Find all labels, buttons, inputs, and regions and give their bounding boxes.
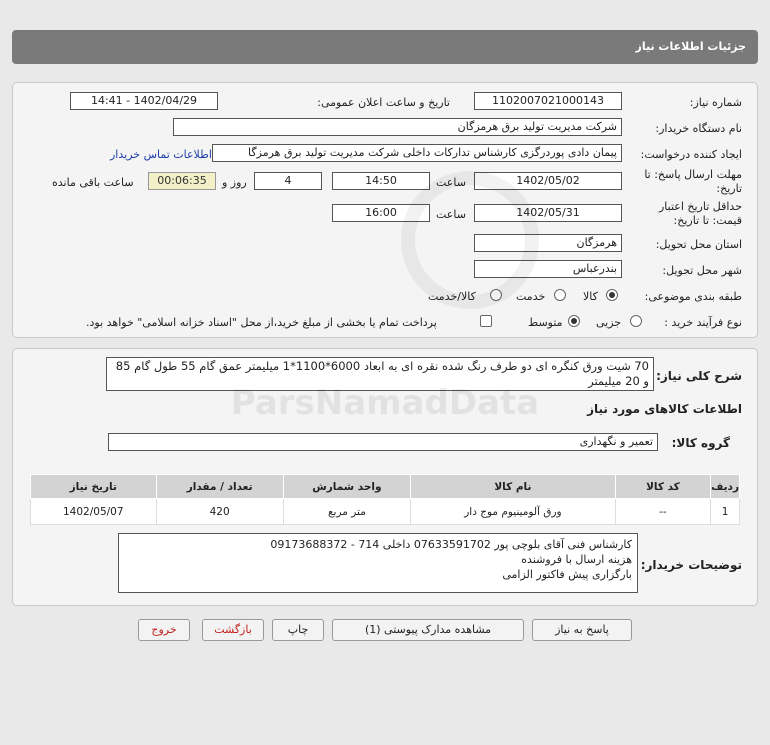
category-radio-goods-service[interactable] [490,289,502,301]
category-radio-service[interactable] [554,289,566,301]
description-box [106,357,654,391]
purchase-type-radio-medium[interactable] [568,315,580,327]
price-validity-time-label: ساعت [436,208,466,221]
buyer-notes-label: توضیحات خریدار: [640,558,742,572]
page-header [12,30,758,64]
col-header-name: نام کالا [411,475,616,499]
attachments-button[interactable]: مشاهده مدارک پیوستی (1) [332,619,524,641]
buyer-org-field: شرکت مدیریت تولید برق هرمزگان [173,118,622,136]
back-button[interactable]: بازگشت [202,619,264,641]
col-header-row: ردیف [711,475,740,499]
category-option-service: خدمت [516,290,546,303]
exit-button[interactable]: خروج [138,619,190,641]
table-row [31,499,740,525]
province-label: استان محل تحویل: [655,238,742,251]
col-header-date: تاریخ نیاز [31,475,157,499]
province-field: هرمزگان [474,234,622,252]
need-number-field: 1102007021000143 [474,92,622,110]
print-button[interactable]: چاپ [272,619,324,641]
category-option-goods: کالا [583,290,598,303]
treasury-checkbox-label: پرداخت تمام یا بخشی از مبلغ خرید،از محل "اسناد خزانه اسلامی" خواهد بود. [86,316,437,329]
purchase-type-option-medium: متوسط [528,316,563,329]
deadline-time-label: ساعت [436,176,466,189]
city-field: بندرعباس [474,260,622,278]
goods-table-header-row [31,475,740,499]
deadline-days-label: روز و [222,176,247,189]
buyer-notes-box [118,533,638,593]
purchase-type-label: نوع فرآیند خرید : [664,316,742,329]
price-validity-label-line2: قیمت: تا تاریخ: [673,214,742,227]
cell-unit: متر مربع [283,499,410,525]
goods-section-title: اطلاعات کالاهای مورد نیاز [587,402,742,416]
goods-table [30,474,740,525]
price-validity-time-field: 16:00 [332,204,430,222]
goods-group-field: تعمیر و نگهداری [108,433,658,451]
deadline-date-field: 1402/05/02 [474,172,622,190]
purchase-type-radio-minor[interactable] [630,315,642,327]
description-line1: 70 شیت ورق کنگره ای دو طرف رنگ شده نقره ای به ابعاد 6000*1100*1 میلیمتر عمق گام 55 طول گام 85 [115,359,649,373]
remaining-time-label: ساعت باقی مانده [52,176,134,189]
category-label: طبقه بندی موضوعی: [644,290,742,303]
requester-field: پیمان دادی پوردرگزی کارشناس تدارکات داخلی شرکت مدیریت تولید برق هرمزگا [212,144,622,162]
requester-label: ایجاد کننده درخواست: [640,148,742,161]
cell-row: 1 [711,499,740,525]
announce-datetime-label: تاریخ و ساعت اعلان عمومی: [317,96,450,109]
price-validity-label-line1: حداقل تاریخ اعتبار [658,200,742,213]
cell-qty: 420 [156,499,283,525]
buyer-notes-line3: بارگزاری پیش فاکتور الزامی [502,568,632,581]
category-radio-goods[interactable] [606,289,618,301]
treasury-checkbox[interactable] [480,315,492,327]
cell-name: ورق آلومینیوم موج دار [411,499,616,525]
col-header-unit: واحد شمارش [283,475,410,499]
description-label: شرح کلی نیاز: [656,369,742,383]
respond-button[interactable]: پاسخ به نیاز [532,619,632,641]
deadline-days-field: 4 [254,172,322,190]
city-label: شهر محل تحویل: [662,264,742,277]
col-header-qty: تعداد / مقدار [156,475,283,499]
buyer-notes-line1: کارشناس فنی آقای بلوچی پور 07633591702 داخلی 714 - 09173688372 [270,538,632,551]
remaining-time-field: 00:06:35 [148,172,216,190]
deadline-label-line1: مهلت ارسال پاسخ: تا [644,168,742,181]
cell-date: 1402/05/07 [31,499,157,525]
deadline-label-line2: تاریخ: [716,182,742,195]
purchase-type-option-minor: جزیی [596,316,622,329]
page-title: جزئیات اطلاعات نیاز [635,40,746,53]
deadline-time-field: 14:50 [332,172,430,190]
cell-code: -- [615,499,710,525]
goods-group-label: گروه کالا: [671,436,730,450]
buyer-org-label: نام دستگاه خریدار: [655,122,742,135]
col-header-code: کد کالا [615,475,710,499]
description-line2: و 20 میلیمتر [588,374,649,388]
announce-datetime-field: 1402/04/29 - 14:41 [70,92,218,110]
buyer-contact-link[interactable]: اطلاعات تماس خریدار [110,148,212,161]
need-number-label: شماره نیاز: [689,96,742,109]
category-option-goods-service: کالا/خدمت [428,290,476,303]
price-validity-date-field: 1402/05/31 [474,204,622,222]
buyer-notes-line2: هزینه ارسال با فروشنده [521,553,632,566]
